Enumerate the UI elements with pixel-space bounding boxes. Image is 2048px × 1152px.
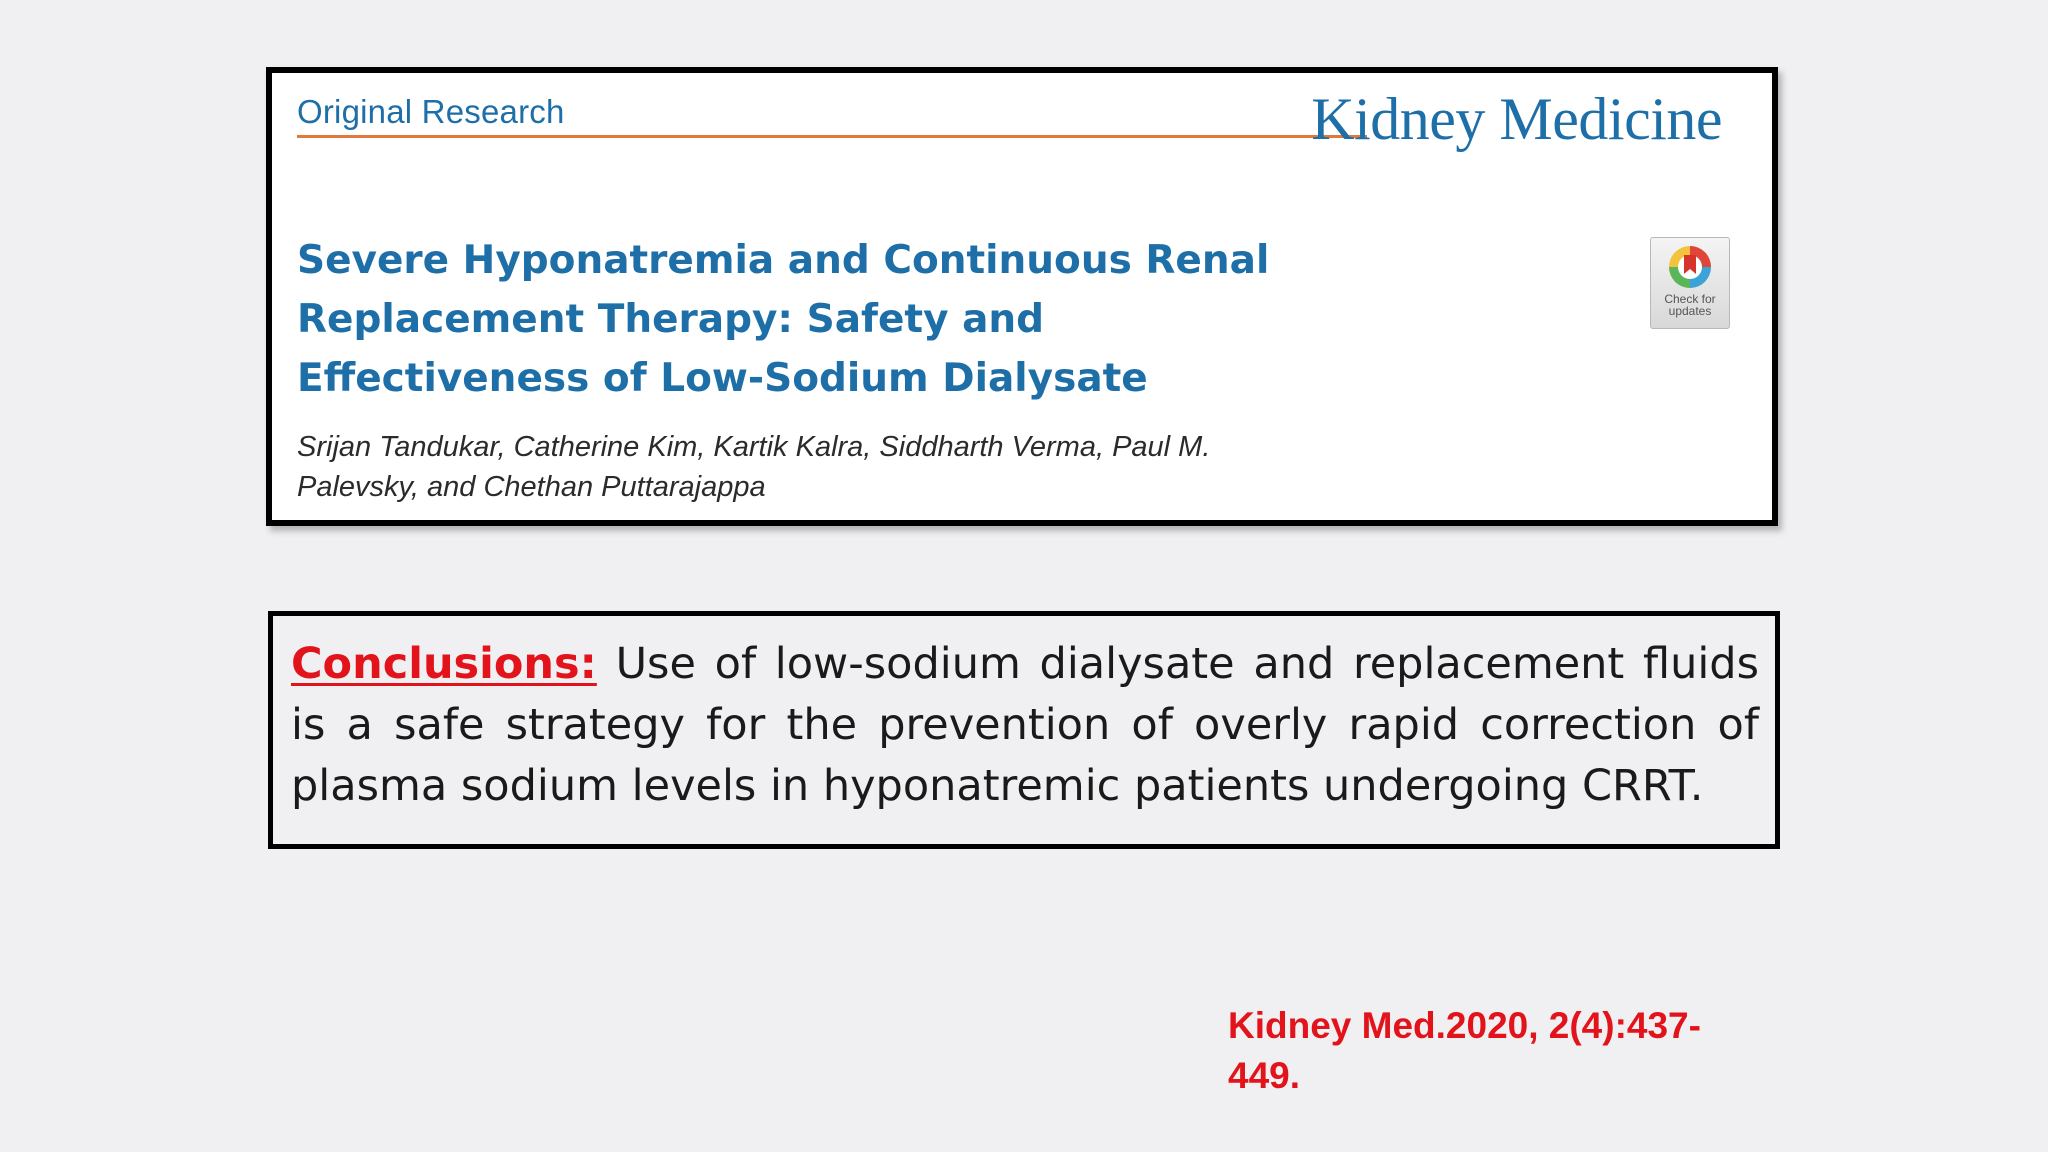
check-for-updates-label: Check for updates <box>1664 292 1716 318</box>
section-label: Original Research <box>297 93 565 130</box>
article-authors: Srijan Tandukar, Catherine Kim, Kartik Kalra, Siddharth Verma, Paul M. Palevsky, and Chethan Puttarajappa <box>297 431 1211 503</box>
conclusions-paragraph <box>291 634 1759 817</box>
article-title: Severe Hyponatremia and Continuous Renal Replacement Therapy: Safety and Effectiveness of Low-Sodium Dialysate <box>297 238 1270 401</box>
conclusions-heading: Conclusions: <box>291 639 597 689</box>
journal-name: Kidney Medicine <box>1311 86 1722 152</box>
conclusions-body: Use of low-sodium dialysate and replacement fluids is a safe strategy for the prevention of overly rapid correction of plasma sodium levels in hyponatremic patients undergoing CRRT. <box>291 639 1759 811</box>
conclusions-box <box>268 611 1780 849</box>
article-header-card <box>266 67 1778 526</box>
crossmark-icon <box>1667 244 1713 290</box>
header-divider <box>297 135 1367 138</box>
check-for-updates-badge[interactable] <box>1650 237 1730 329</box>
citation: Kidney Med.2020, 2(4):437-449. <box>1228 1005 1701 1096</box>
